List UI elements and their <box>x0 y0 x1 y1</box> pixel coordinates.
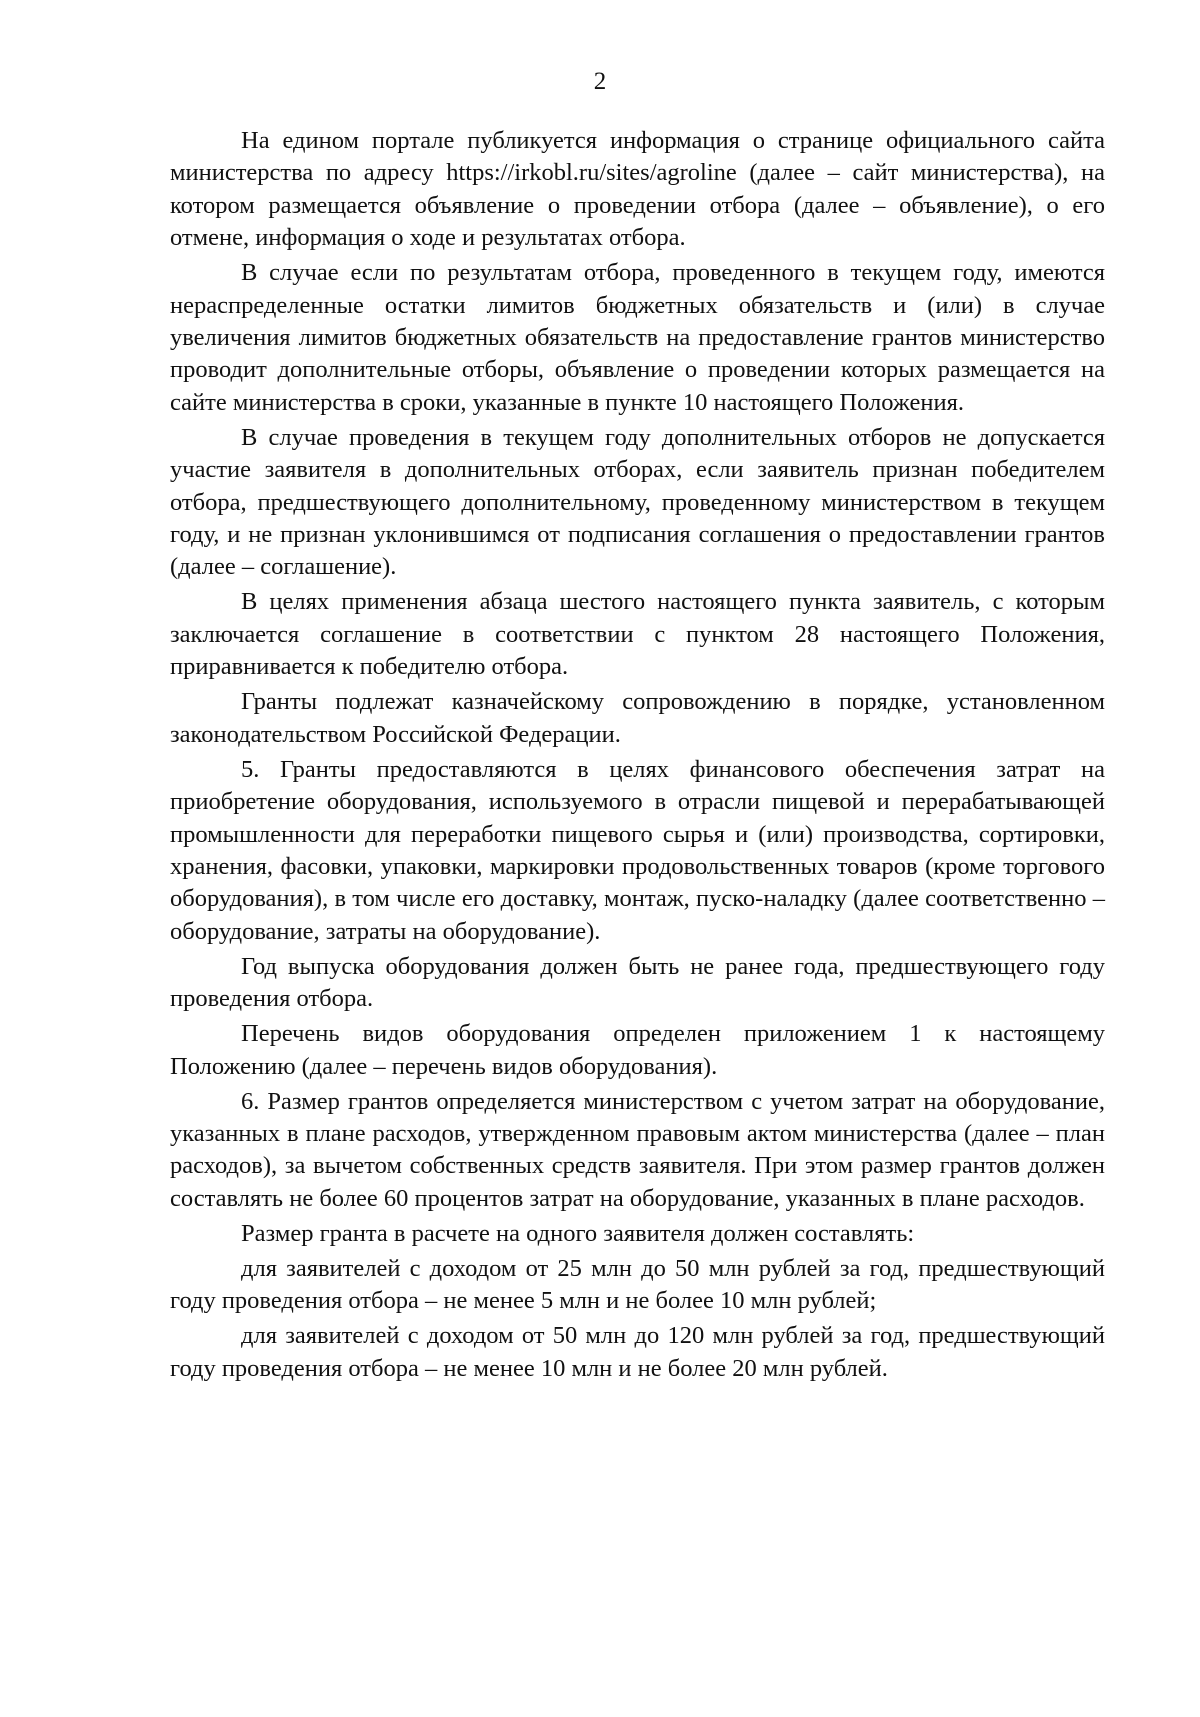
paragraph-winner-equivalence: В целях применения абзаца шестого настоящего пункта заявитель, с которым заключается соглашение в соответствии с пунктом 28 настоящего Положения, приравнивается к победителю отбора. <box>170 588 1105 681</box>
paragraph-participation-restriction: В случае проведения в текущем году дополнительных отборов не допускается участие заявителя в дополнительных отборах, если заявитель признан победителем отбора, предшествующего дополнительному, проведенному министерством в текущем году, и не признан уклонившимся от подписания соглашения о предоставлении грантов (далее – соглашение). <box>170 423 1105 581</box>
paragraph-grant-per-applicant: Размер гранта в расчете на одного заявителя должен составлять: <box>241 1219 915 1247</box>
paragraph-item-5-purpose: 5. Гранты предоставляются в целях финансового обеспечения затрат на приобретение оборудования, используемого в отрасли пищевой и перерабатывающей промышленности для переработки пищевого сырья и (или) производства, сортировки, хранения, фасовки, упаковки, маркировки продовольственных товаров (кроме торгового оборудования), в том числе его доставку, монтаж, пуско-наладку (далее соответственно – оборудование, затраты на оборудование). <box>170 755 1105 945</box>
paragraph-equipment-list: Перечень видов оборудования определен приложением 1 к настоящему Положению (далее – перечень видов оборудования). <box>170 1020 1105 1080</box>
paragraph-item-6-grant-size: 6. Размер грантов определяется министерством с учетом затрат на оборудование, указанных в плане расходов, утвержденном правовым актом министерства (далее – план расходов), за вычетом собственных средств заявителя. При этом размер грантов должен составлять не более 60 процентов затрат на оборудование, указанных в плане расходов. <box>170 1087 1105 1212</box>
paragraph-income-50-120: для заявителей с доходом от 50 млн до 120 млн рублей за год, предшествующий году проведения отбора – не менее 10 млн и не более 20 млн рублей. <box>170 1322 1105 1382</box>
paragraph-additional-selections: В случае если по результатам отбора, проведенного в текущем году, имеются нераспределенные остатки лимитов бюджетных обязательств и (или) в случае увеличения лимитов бюджетных обязательств на предоставление грантов министерство проводит дополнительные отборы, объявление о проведении которых размещается на сайте министерства в сроки, указанные в пункте 10 настоящего Положения. <box>170 259 1105 416</box>
document-body <box>170 125 1105 1385</box>
paragraph-income-25-50: для заявителей с доходом от 25 млн до 50 млн рублей за год, предшествующий году проведения отбора – не менее 5 млн и не более 10 млн рублей; <box>170 1254 1105 1315</box>
page-number: 2 <box>593 68 607 95</box>
paragraph-treasury-support: Гранты подлежат казначейскому сопровождению в порядке, установленном законодательством Российской Федерации. <box>170 688 1105 748</box>
paragraph-portal-info: На едином портале публикуется информация о странице официального сайта министерства по адресу https://irkobl.ru/sites/agroline (далее – сайт министерства), на котором размещается объявление о проведении отбора (далее – объявление), о его отмене, информация о ходе и результатах отбора. <box>170 127 1105 252</box>
paragraph-equipment-year: Год выпуска оборудования должен быть не ранее года, предшествующего году проведения отбора. <box>170 952 1105 1013</box>
